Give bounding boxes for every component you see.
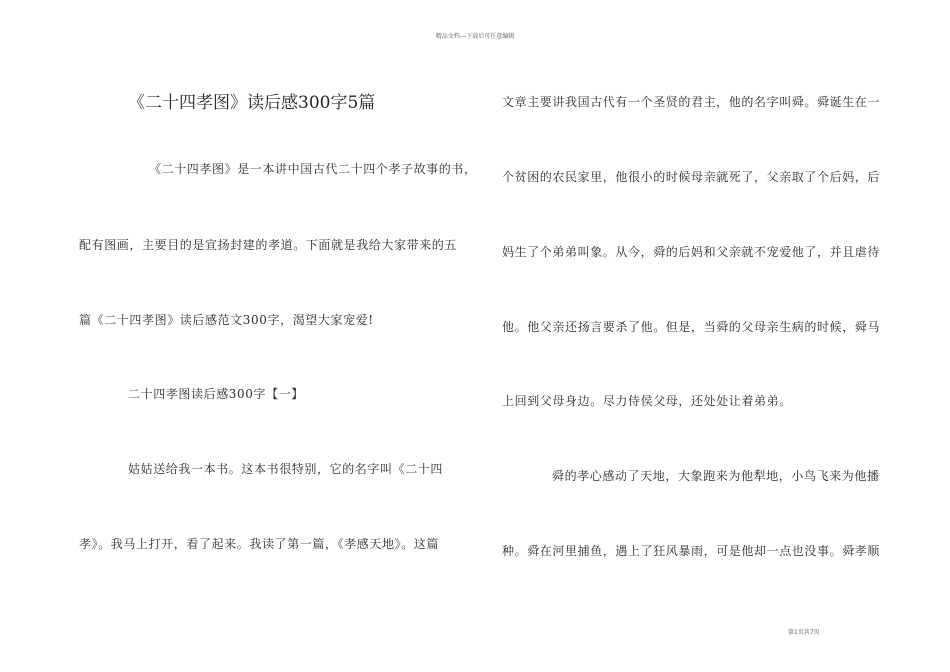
paragraph-line: 舜的孝心感动了天地，大象跑来为他犁地，小鸟飞来为他播	[552, 469, 880, 483]
paragraph-line: 孝》。我马上打开，看了起来。我读了第一篇，《孝感天地》。这篇	[79, 537, 440, 551]
paragraph-line: 个贫困的农民家里，他很小的时候母亲就死了，父亲取了个后妈，后	[502, 170, 881, 184]
paragraph-line: 姑姑送给我一本书。这本书很特别，它的名字叫《二十四	[128, 462, 444, 476]
document-title: 《二十四孝图》读后感300字5篇	[128, 93, 376, 113]
header-note: 精品文档---下载后可任意编辑	[435, 33, 515, 40]
paragraph-line: 文章主要讲我国古代有一个圣贤的君主，他的名字叫舜。舜诞生在一	[502, 95, 881, 109]
paragraph-line: 《二十四孝图》是一本讲中国古代二十四个孝子故事的书，	[149, 162, 477, 176]
paragraph-line: 他。他父亲还扬言要杀了他。但是，当舜的父母亲生病的时候，舜马	[502, 320, 881, 334]
paragraph-line: 篇《二十四孝图》读后感范文300字，渴望大家宠爱!	[79, 313, 374, 327]
paragraph-line: 上回到父母身边。尽力侍侯父母，还处处让着弟弟。	[502, 394, 792, 408]
page-number: 第1页共7页	[788, 629, 820, 636]
paragraph-line: 配有图画，主要目的是宣扬封建的孝道。下面就是我给大家带来的五	[79, 238, 458, 252]
paragraph-line: 妈生了个弟弟叫象。从今，舜的后妈和父亲就不宠爱他了，并且虐待	[502, 245, 881, 259]
paragraph-line: 种。舜在河里捕鱼，遇上了狂风暴雨，可是他却一点也没事。舜孝顺	[502, 544, 881, 558]
section-heading: 二十四孝图读后感300字【一】	[128, 387, 304, 401]
